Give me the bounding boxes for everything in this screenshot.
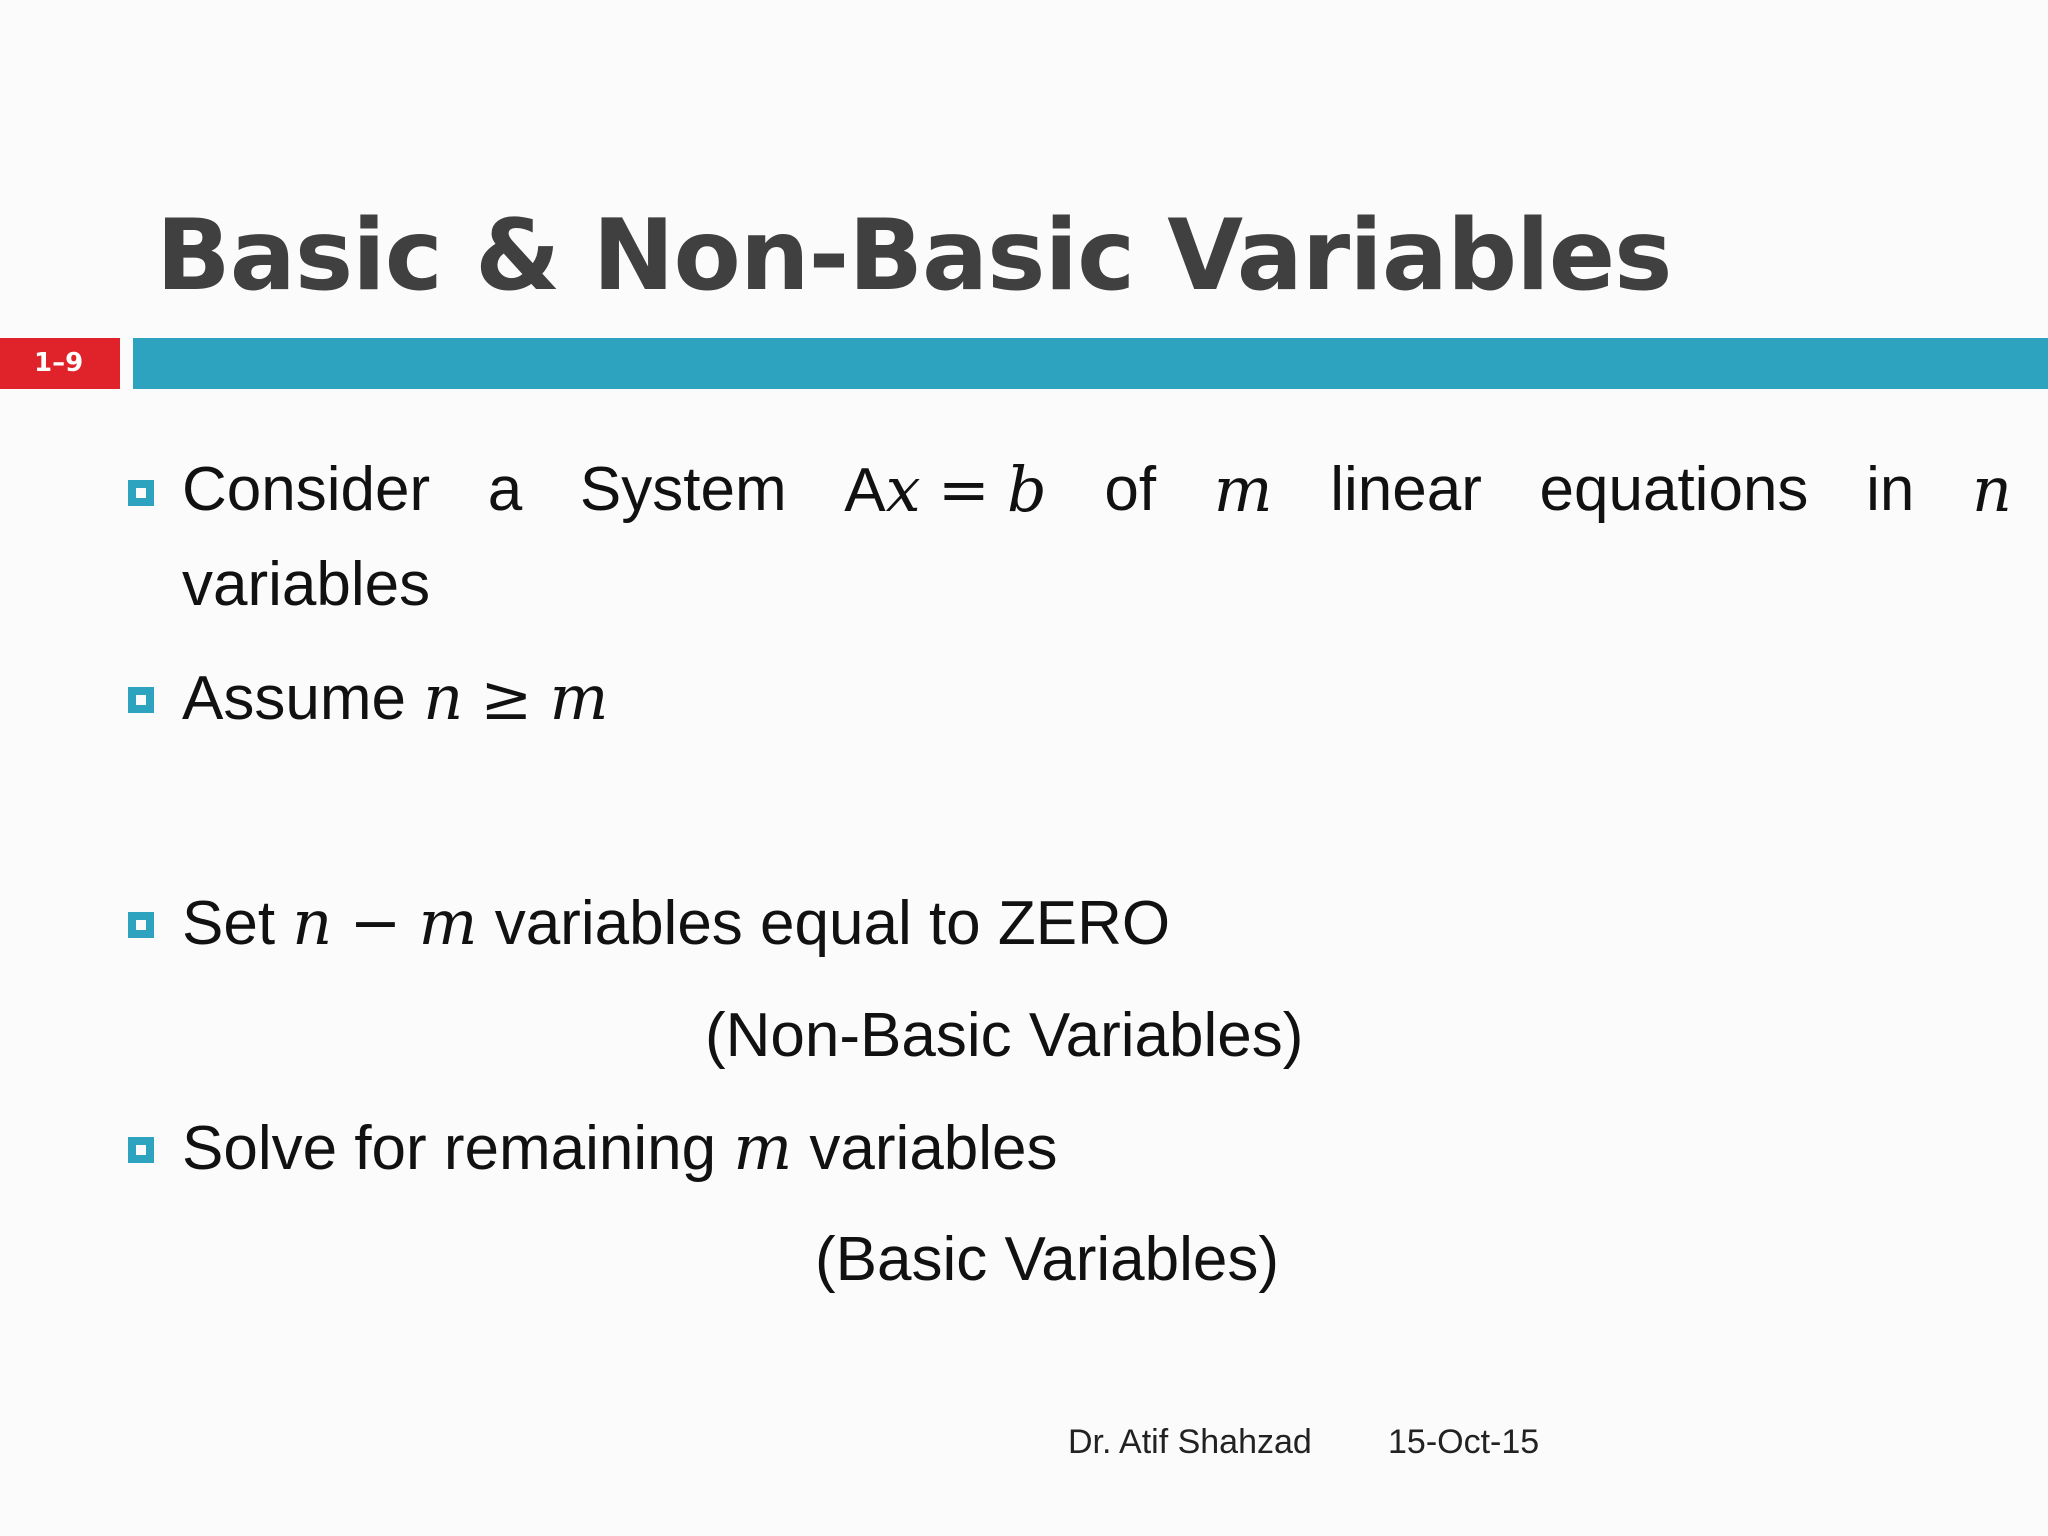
bullet-3	[182, 883, 1170, 964]
geq-sign: ≥	[480, 661, 533, 734]
square-bullet-icon	[128, 912, 154, 938]
word: a	[487, 455, 523, 524]
slide-title: Basic & Non-Basic Variables	[156, 199, 1672, 313]
minus-sign: −	[349, 886, 402, 959]
bullet-4-post: variables	[809, 1114, 1058, 1183]
word: equations	[1539, 455, 1809, 524]
var-m: m	[418, 886, 478, 959]
var-n: n	[292, 886, 333, 959]
bullet-3-pre: Set	[182, 889, 276, 958]
footer-author: Dr. Atif Shahzad	[1068, 1423, 1312, 1461]
square-bullet-icon	[128, 480, 154, 506]
word: System	[579, 455, 787, 524]
equals-sign: =	[937, 453, 990, 526]
square-bullet-icon	[128, 687, 154, 713]
bullet-4	[182, 1108, 1058, 1189]
bullet-2-text: Assume	[182, 664, 406, 733]
var-n: n	[1972, 453, 2012, 526]
bullet-1-line-2: variables	[182, 550, 431, 619]
word: of	[1104, 455, 1157, 524]
matrix-a: A	[844, 456, 886, 525]
bullet-2	[182, 658, 608, 739]
var-m: m	[549, 661, 609, 734]
var-m: m	[733, 1111, 793, 1184]
word: in	[1866, 455, 1915, 524]
var-n: n	[423, 661, 464, 734]
non-basic-note: (Non-Basic Variables)	[705, 1001, 1304, 1070]
word: Consider	[182, 455, 431, 524]
bullet-4-pre: Solve for remaining	[182, 1114, 717, 1183]
var-m: m	[1213, 453, 1273, 526]
var-b: b	[1007, 453, 1047, 526]
word: linear	[1330, 455, 1482, 524]
basic-note: (Basic Variables)	[815, 1225, 1280, 1294]
bullet-1-line-1	[182, 450, 2012, 531]
square-bullet-icon	[128, 1137, 154, 1163]
title-accent-bar	[133, 338, 2048, 389]
var-x: x	[885, 453, 921, 526]
footer-date: 15-Oct-15	[1388, 1423, 1540, 1461]
equation-ax-eq-b	[844, 450, 1046, 531]
slide-number-badge: 1–9	[0, 338, 120, 389]
bullet-3-post: variables equal to ZERO	[494, 889, 1171, 958]
